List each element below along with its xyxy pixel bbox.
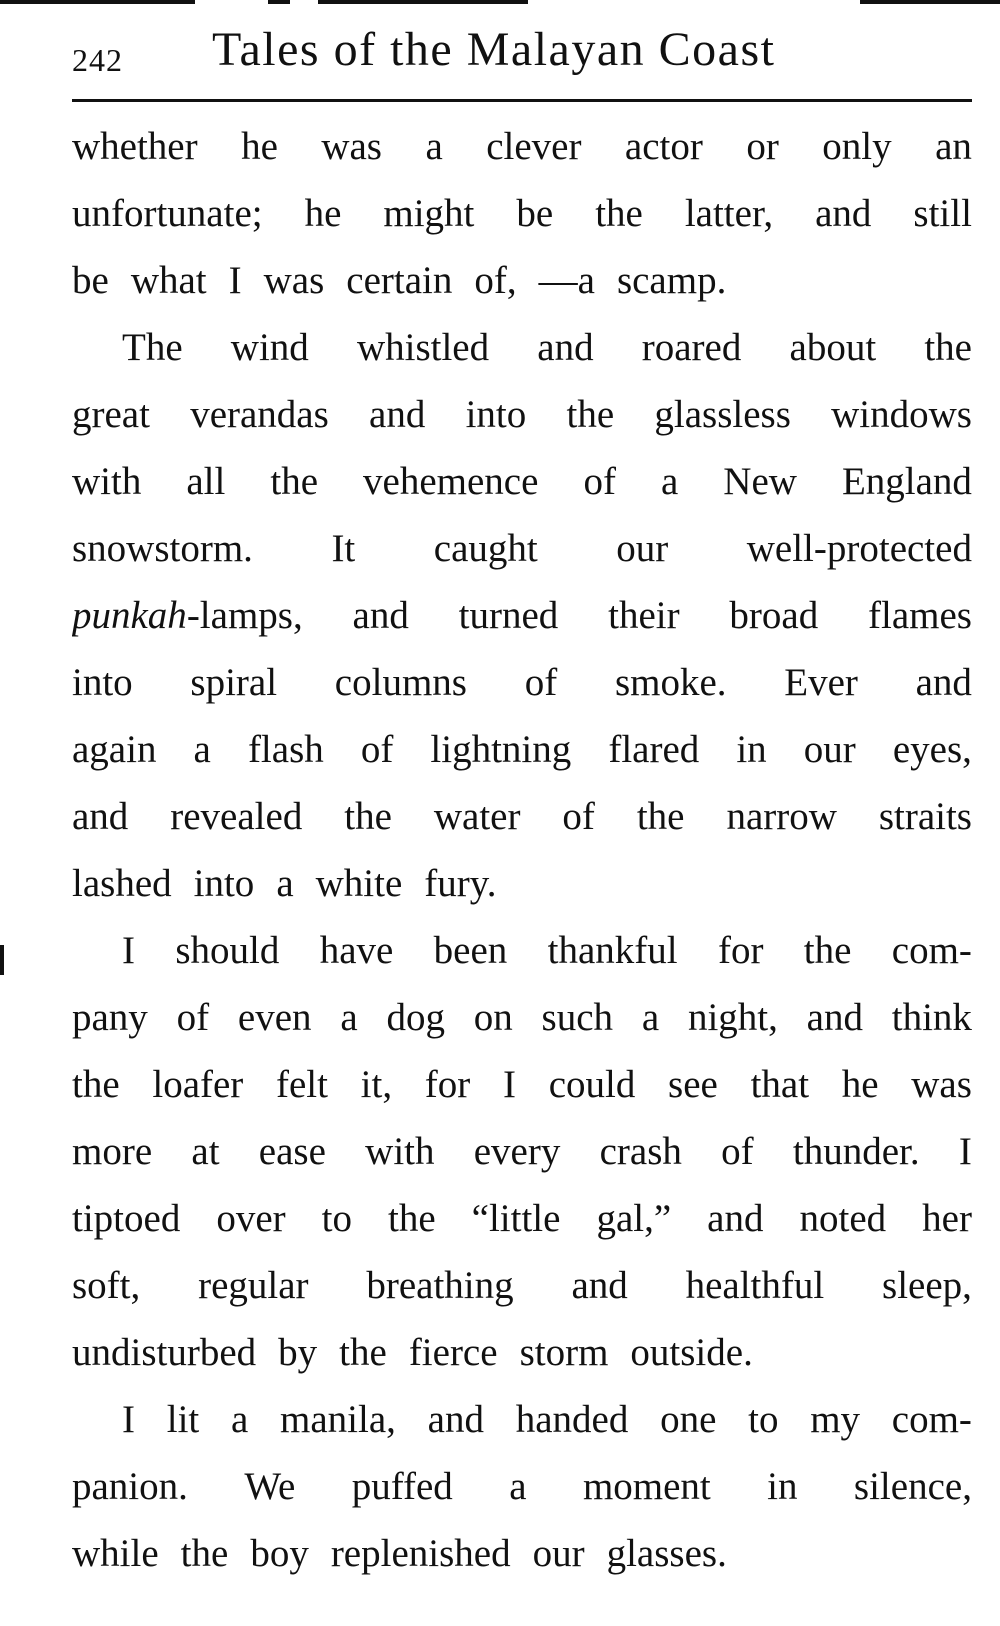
margin-mark bbox=[0, 945, 4, 975]
page-header bbox=[72, 20, 972, 80]
word: and bbox=[427, 1398, 484, 1441]
word: puffed bbox=[351, 1465, 453, 1508]
word: and bbox=[806, 996, 863, 1039]
text-line bbox=[72, 314, 972, 381]
word: moment bbox=[582, 1465, 711, 1508]
text-line bbox=[72, 917, 972, 984]
word: roared bbox=[641, 326, 742, 369]
word: what bbox=[130, 259, 207, 302]
word: and bbox=[352, 594, 409, 637]
word: her bbox=[922, 1197, 972, 1240]
word: a bbox=[276, 862, 294, 905]
word: into bbox=[72, 661, 133, 704]
word: the bbox=[387, 1197, 436, 1240]
word: loafer bbox=[152, 1063, 244, 1106]
text-line bbox=[72, 1051, 972, 1118]
word: “little bbox=[471, 1197, 561, 1240]
word: every bbox=[473, 1130, 561, 1173]
word: of, bbox=[474, 259, 517, 302]
word: scamp. bbox=[616, 259, 727, 302]
word: one bbox=[660, 1398, 717, 1441]
word: revealed bbox=[170, 795, 303, 838]
word: the bbox=[72, 1063, 120, 1106]
word: was bbox=[321, 125, 382, 168]
word: for bbox=[717, 929, 764, 972]
word: I bbox=[958, 1130, 972, 1173]
word: smoke. bbox=[614, 661, 727, 704]
text-line bbox=[72, 716, 972, 783]
word: the bbox=[803, 929, 852, 972]
word: wind bbox=[230, 326, 309, 369]
text-line bbox=[72, 515, 972, 582]
word: even bbox=[237, 996, 312, 1039]
word: fury. bbox=[424, 862, 497, 905]
text-line bbox=[72, 1319, 972, 1386]
word: certain bbox=[346, 259, 453, 302]
scan-edge-mark bbox=[268, 0, 290, 4]
word: the bbox=[595, 192, 643, 235]
word: white bbox=[315, 862, 403, 905]
word: and bbox=[915, 661, 972, 704]
word: he bbox=[841, 1063, 879, 1106]
word: that bbox=[750, 1063, 810, 1106]
word: see bbox=[668, 1063, 718, 1106]
word: water bbox=[433, 795, 521, 838]
word: a bbox=[193, 728, 211, 771]
word: such bbox=[541, 996, 614, 1039]
word: the bbox=[344, 795, 392, 838]
word: outside. bbox=[630, 1331, 753, 1374]
word: the bbox=[636, 795, 685, 838]
word: an bbox=[935, 125, 972, 168]
word: might bbox=[383, 192, 475, 235]
word: of bbox=[360, 728, 394, 771]
word: windows bbox=[831, 393, 972, 436]
word: columns bbox=[334, 661, 467, 704]
word: com- bbox=[891, 929, 972, 972]
word: still bbox=[913, 192, 972, 235]
word: flared bbox=[608, 728, 700, 771]
paragraph bbox=[72, 314, 972, 917]
word: flash bbox=[247, 728, 324, 771]
word: could bbox=[548, 1063, 636, 1106]
word: our bbox=[532, 1532, 585, 1575]
word: of bbox=[176, 996, 210, 1039]
text-line bbox=[72, 1118, 972, 1185]
word: into bbox=[193, 862, 255, 905]
word: New bbox=[723, 460, 797, 503]
word: a bbox=[509, 1465, 527, 1508]
word: a bbox=[425, 125, 443, 168]
word: glassless bbox=[654, 393, 791, 436]
word: while bbox=[72, 1532, 159, 1575]
word: it, bbox=[360, 1063, 393, 1106]
word: —a bbox=[538, 259, 595, 302]
word: I bbox=[122, 1398, 135, 1441]
word: regular bbox=[198, 1264, 309, 1307]
word: lightning bbox=[430, 728, 572, 771]
word: of bbox=[721, 1130, 754, 1173]
word: all bbox=[186, 460, 226, 503]
text-line bbox=[72, 1453, 972, 1520]
word: lashed bbox=[72, 862, 172, 905]
word: was bbox=[263, 259, 325, 302]
word: be bbox=[516, 192, 554, 235]
word: more bbox=[72, 1130, 153, 1173]
word: handed bbox=[515, 1398, 629, 1441]
word: Ever bbox=[784, 661, 858, 704]
word: flames bbox=[868, 594, 972, 637]
word: It bbox=[331, 527, 356, 570]
word: was bbox=[911, 1063, 972, 1106]
header-rule bbox=[72, 99, 972, 102]
running-title: Tales of the Malayan Coast bbox=[212, 23, 776, 76]
word: a bbox=[660, 460, 679, 503]
word: he bbox=[304, 192, 342, 235]
word: lit bbox=[166, 1398, 200, 1441]
word: to bbox=[321, 1197, 352, 1240]
word: of bbox=[524, 661, 558, 704]
word: glasses. bbox=[606, 1532, 727, 1575]
word: sleep, bbox=[882, 1264, 972, 1307]
paragraph bbox=[72, 917, 972, 1386]
paragraph bbox=[72, 113, 972, 314]
text-line bbox=[72, 180, 972, 247]
word: only bbox=[822, 125, 892, 168]
word: my bbox=[810, 1398, 861, 1441]
word: spiral bbox=[190, 661, 278, 704]
word: turned bbox=[458, 594, 559, 637]
text-line bbox=[72, 381, 972, 448]
word: on bbox=[473, 996, 513, 1039]
word: about bbox=[789, 326, 877, 369]
text-line bbox=[72, 1185, 972, 1252]
page-number: 242 bbox=[72, 42, 123, 78]
word: narrow bbox=[726, 795, 837, 838]
word: a bbox=[340, 996, 358, 1039]
word: verandas bbox=[190, 393, 329, 436]
word: storm bbox=[519, 1331, 609, 1374]
word: healthful bbox=[685, 1264, 825, 1307]
word: be bbox=[72, 259, 109, 302]
word: England bbox=[841, 460, 972, 503]
body-text bbox=[72, 113, 972, 1587]
text-line bbox=[72, 783, 972, 850]
paragraph bbox=[72, 1386, 972, 1587]
word: breathing bbox=[366, 1264, 514, 1307]
word: unfortunate; bbox=[72, 192, 263, 235]
word: the bbox=[180, 1532, 229, 1575]
word: the bbox=[270, 460, 319, 503]
word: at bbox=[191, 1130, 220, 1173]
word: tiptoed bbox=[72, 1197, 181, 1240]
word: our bbox=[616, 527, 669, 570]
word: I bbox=[122, 929, 135, 972]
word: boy bbox=[250, 1532, 309, 1575]
word: com- bbox=[891, 1398, 972, 1441]
scan-edge-mark bbox=[318, 0, 528, 4]
word: pany bbox=[72, 996, 148, 1039]
word: crash bbox=[599, 1130, 682, 1173]
word: latter, bbox=[684, 192, 774, 235]
word: by bbox=[278, 1331, 318, 1374]
word: over bbox=[216, 1197, 286, 1240]
word: and bbox=[369, 393, 426, 436]
scan-edge-mark bbox=[860, 0, 1000, 4]
word: and bbox=[571, 1264, 628, 1307]
word: and bbox=[537, 326, 594, 369]
word: felt bbox=[276, 1063, 328, 1106]
word: manila, bbox=[280, 1398, 396, 1441]
word: actor bbox=[624, 125, 703, 168]
word: silence, bbox=[853, 1465, 972, 1508]
scan-edge-mark bbox=[0, 0, 195, 4]
word: or bbox=[746, 125, 779, 168]
word: noted bbox=[799, 1197, 887, 1240]
word: with bbox=[365, 1130, 435, 1173]
word: and bbox=[707, 1197, 764, 1240]
text-line bbox=[72, 582, 972, 649]
word: replenished bbox=[330, 1532, 511, 1575]
word: dog bbox=[386, 996, 445, 1039]
word: of bbox=[562, 795, 595, 838]
word: great bbox=[72, 393, 150, 436]
word: think bbox=[891, 996, 972, 1039]
word: I bbox=[502, 1063, 516, 1106]
text-line bbox=[72, 247, 972, 314]
word: the bbox=[924, 326, 972, 369]
word: again bbox=[72, 728, 157, 771]
word: snowstorm. bbox=[72, 527, 253, 570]
text-line bbox=[72, 850, 972, 917]
word: The bbox=[122, 326, 183, 369]
text-line bbox=[72, 649, 972, 716]
word: been bbox=[433, 929, 508, 972]
word: whether bbox=[72, 125, 198, 168]
word: have bbox=[319, 929, 394, 972]
word: undisturbed bbox=[72, 1331, 257, 1374]
word: a bbox=[230, 1398, 249, 1441]
word: for bbox=[424, 1063, 471, 1106]
word: straits bbox=[878, 795, 972, 838]
word: ease bbox=[258, 1130, 326, 1173]
word: in bbox=[736, 728, 767, 771]
word: panion. bbox=[72, 1465, 188, 1508]
text-line bbox=[72, 1386, 972, 1453]
word: gal,” bbox=[596, 1197, 672, 1240]
text-line bbox=[72, 113, 972, 180]
word: our bbox=[803, 728, 856, 771]
word: I bbox=[228, 259, 242, 302]
word: soft, bbox=[72, 1264, 141, 1307]
text-line bbox=[72, 984, 972, 1051]
text-line bbox=[72, 1252, 972, 1319]
word: caught bbox=[433, 527, 538, 570]
word: the bbox=[566, 393, 615, 436]
word: to bbox=[748, 1398, 779, 1441]
word: should bbox=[175, 929, 280, 972]
word: thunder. bbox=[792, 1130, 920, 1173]
text-line bbox=[72, 1520, 972, 1587]
word: We bbox=[244, 1465, 296, 1508]
word: thankful bbox=[547, 929, 678, 972]
word: whistled bbox=[356, 326, 490, 369]
word: into bbox=[465, 393, 527, 436]
word: he bbox=[241, 125, 278, 168]
word: with bbox=[72, 460, 142, 503]
word: of bbox=[583, 460, 616, 503]
word: a bbox=[641, 996, 660, 1039]
word: their bbox=[608, 594, 680, 637]
word: clever bbox=[486, 125, 582, 168]
word: fierce bbox=[408, 1331, 498, 1374]
word: and bbox=[72, 795, 129, 838]
text-line bbox=[72, 448, 972, 515]
word: eyes, bbox=[892, 728, 972, 771]
word: broad bbox=[729, 594, 819, 637]
word: the bbox=[339, 1331, 387, 1374]
word: in bbox=[767, 1465, 798, 1508]
word: vehemence bbox=[363, 460, 539, 503]
word: punkah-lamps, bbox=[72, 594, 303, 637]
word: night, bbox=[687, 996, 778, 1039]
word: and bbox=[815, 192, 872, 235]
word: well-protected bbox=[746, 527, 972, 570]
